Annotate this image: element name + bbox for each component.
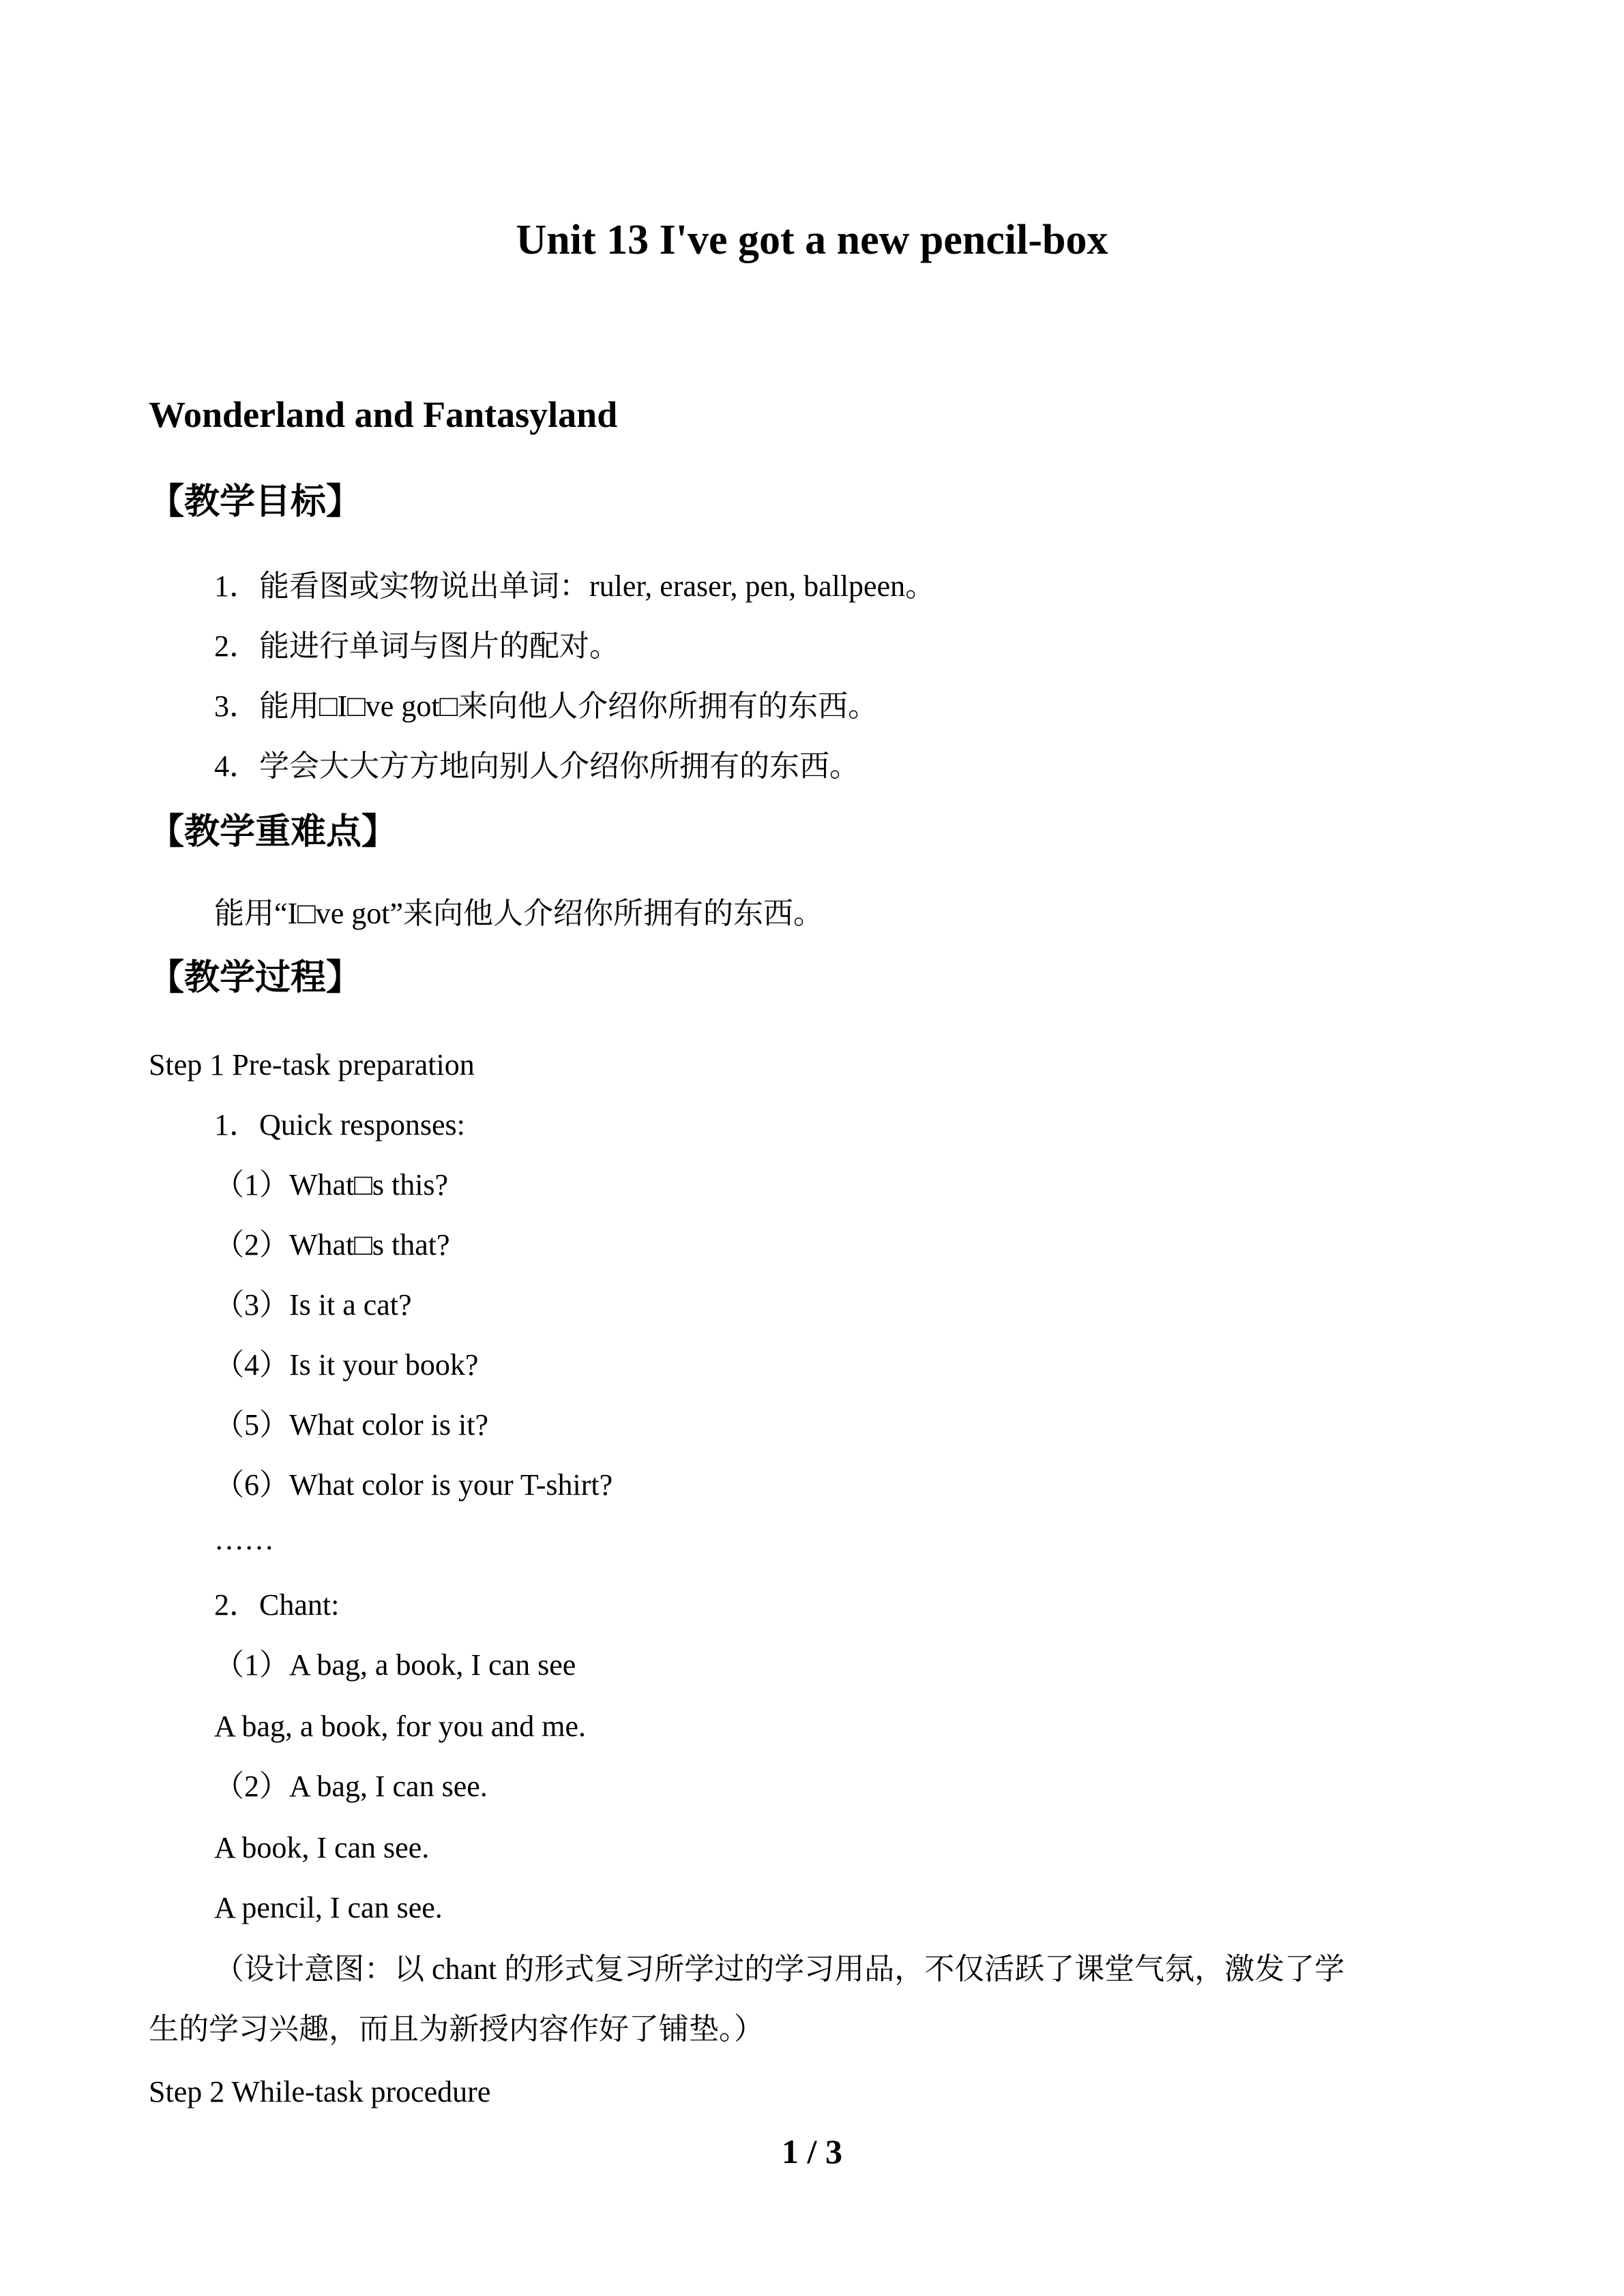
objective-item-4: 4．学会大大方方地向别人介绍你所拥有的东西。	[214, 749, 859, 783]
chant-line-4: A book, I can see.	[214, 1831, 430, 1864]
quick-responses-label: 1．Quick responses:	[214, 1108, 465, 1142]
objective-item-2: 2．能进行单词与图片的配对。	[214, 629, 619, 663]
process-heading: 【教学过程】	[149, 957, 362, 998]
question-5: （5）What color is it?	[214, 1408, 489, 1442]
document-subtitle: Wonderland and Fantasyland	[149, 394, 618, 435]
question-2: （2）What□s that?	[214, 1228, 450, 1262]
question-1: （1）What□s this?	[214, 1168, 449, 1202]
ellipsis: ……	[214, 1523, 274, 1556]
chant-line-5: A pencil, I can see.	[214, 1891, 443, 1924]
design-note-line-1: （设计意图：以 chant 的形式复习所学过的学习用品，不仅活跃了课堂气氛，激发了学	[214, 1952, 1345, 1986]
objective-item-3: 3．能用□I□ve got□来向他人介绍你所拥有的东西。	[214, 689, 879, 723]
chant-line-3: （2）A bag, I can see.	[214, 1770, 488, 1803]
chant-line-1: （1）A bag, a book, I can see	[214, 1648, 576, 1682]
key-points-heading: 【教学重难点】	[149, 811, 398, 852]
question-6: （6）What color is your T-shirt?	[214, 1468, 613, 1502]
document-title: Unit 13 I've got a new pencil-box	[516, 217, 1108, 263]
key-points-text: 能用“I□ve got”来向他人介绍你所拥有的东西。	[214, 897, 824, 930]
design-note-line-2: 生的学习兴趣，而且为新授内容作好了铺垫。）	[149, 2012, 764, 2046]
chant-line-2: A bag, a book, for you and me.	[214, 1710, 586, 1743]
chant-label: 2．Chant:	[214, 1588, 340, 1622]
step-2-label: Step 2 While-task procedure	[149, 2075, 491, 2108]
objective-item-1: 1．能看图或实物说出单词：ruler, eraser, pen, ballpeen。	[214, 569, 936, 603]
question-3: （3）Is it a cat?	[214, 1288, 412, 1322]
question-4: （4）Is it your book?	[214, 1348, 479, 1382]
objectives-heading: 【教学目标】	[149, 481, 362, 522]
step-1-label: Step 1 Pre-task preparation	[149, 1048, 475, 1082]
page-number: 1 / 3	[782, 2132, 842, 2171]
